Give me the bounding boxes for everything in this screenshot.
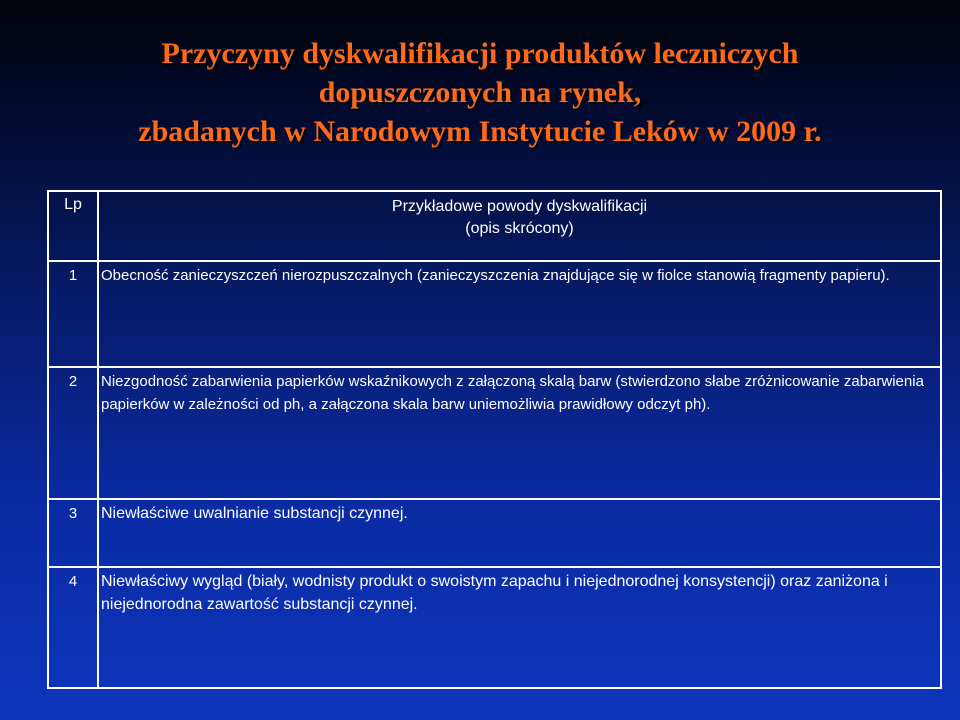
table-row <box>48 367 941 499</box>
header-description-line-1: Przykładowe powody dyskwalifikacji <box>391 198 648 215</box>
title-line-1: Przyczyny dyskwalifikacji produktów leczniczych <box>161 37 799 70</box>
header-description <box>98 191 941 261</box>
row-number: 2 <box>48 367 98 499</box>
table-header-row <box>48 191 941 261</box>
header-lp: Lp <box>48 191 98 261</box>
table-row <box>48 567 941 688</box>
title-line-3: zbadanych w Narodowym Instytucie Leków w 2009 r. <box>138 115 822 148</box>
row-number: 4 <box>48 567 98 688</box>
row-text: Niewłaściwy wygląd (biały, wodnisty produkt o swoistym zapachu i niejednorodnej konsystencji) oraz zaniżona i niejednorodna zawartość substancji czynnej. <box>98 567 941 688</box>
slide-title <box>0 34 960 151</box>
header-description-line-2: (opis skrócony) <box>465 220 574 237</box>
row-text: Niewłaściwe uwalnianie substancji czynnej. <box>98 499 941 567</box>
row-number: 1 <box>48 261 98 367</box>
row-text: Obecność zanieczyszczeń nierozpuszczalnych (zanieczyszczenia znajdujące się w fiolce stanowią fragmenty papieru). <box>98 261 941 367</box>
table-row <box>48 261 941 367</box>
row-text: Niezgodność zabarwienia papierków wskaźnikowych z załączoną skalą barw (stwierdzono słabe zróżnicowanie zabarwienia papierków w zależności od ph, a załączona skala barw uniemożliwia prawidłowy odczyt ph). <box>98 367 941 499</box>
row-number: 3 <box>48 499 98 567</box>
table-row <box>48 499 941 567</box>
title-line-2: dopuszczonych na rynek, <box>318 76 642 109</box>
disqualification-reasons-table <box>47 190 942 689</box>
